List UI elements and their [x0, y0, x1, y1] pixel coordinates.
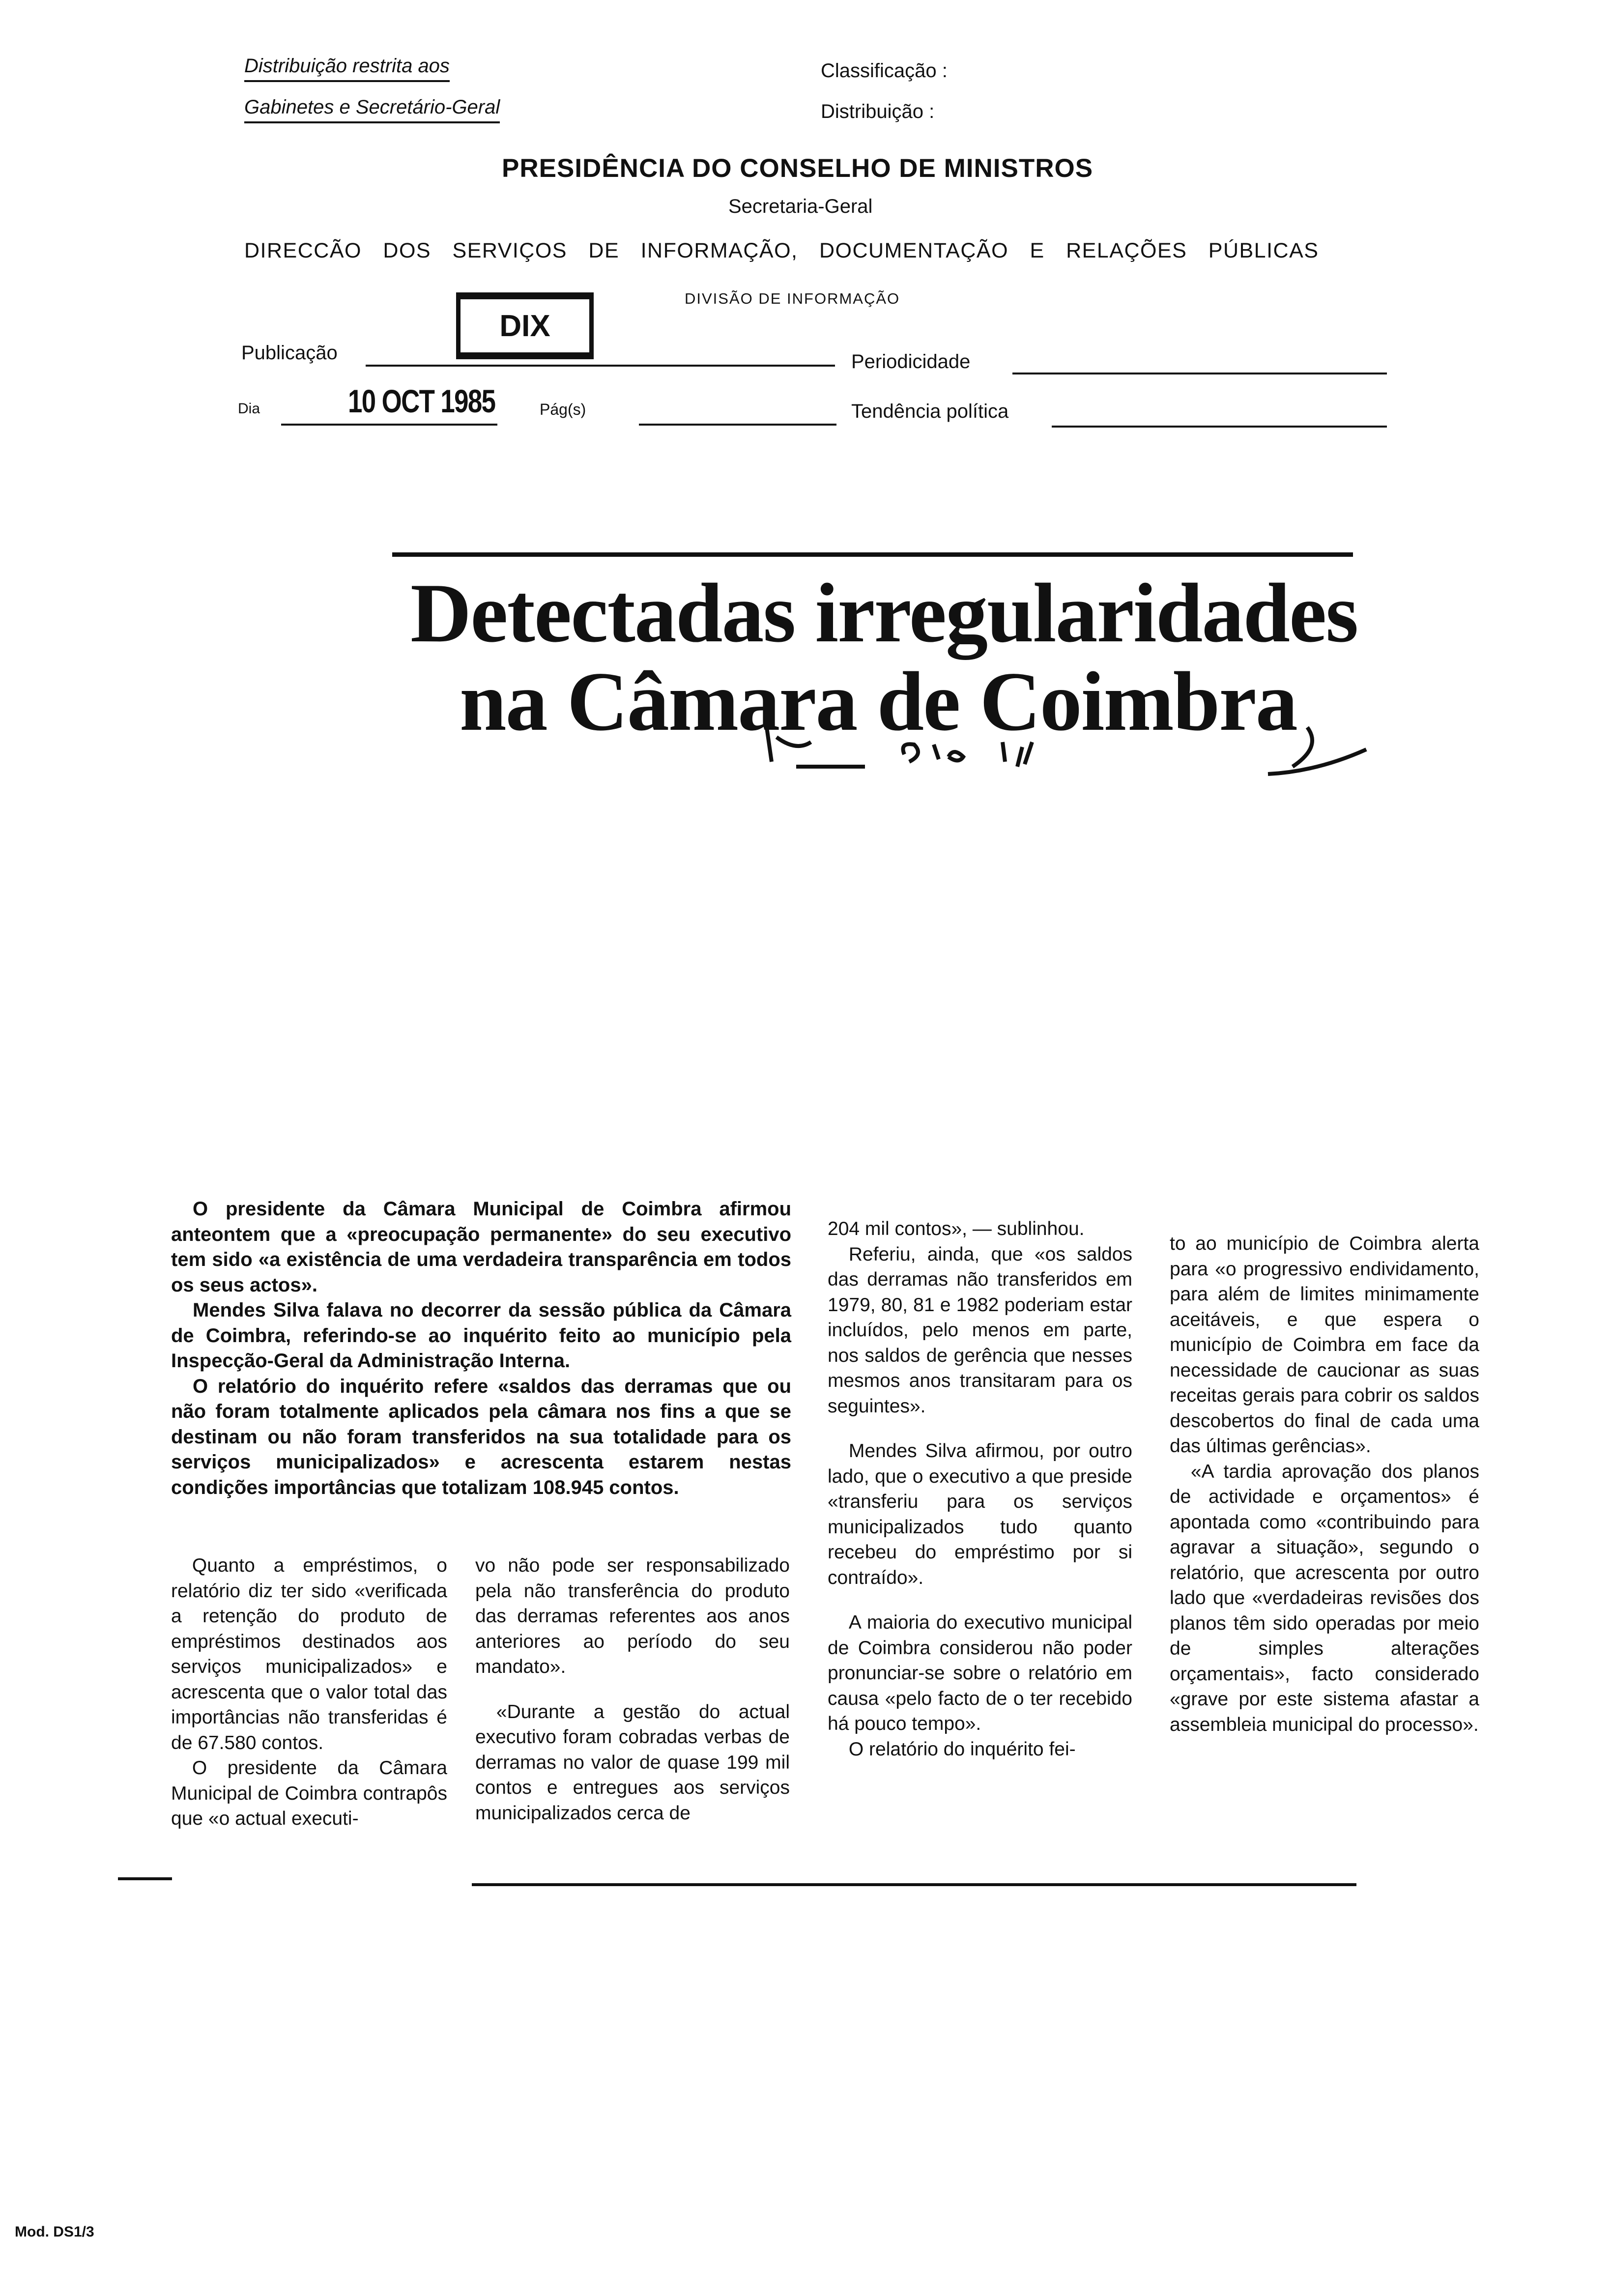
day-value: 10 OCT 1985	[348, 383, 495, 419]
tendency-field	[1052, 426, 1387, 428]
body-paragraph: 204 mil contos», — sublinhou.	[828, 1218, 1085, 1239]
article-column-2	[475, 1553, 790, 1826]
periodicity-label: Periodicidade	[851, 351, 971, 373]
article-corner-mark	[118, 1877, 172, 1880]
restriction-line-1: Distribuição restrita aos	[244, 55, 450, 82]
form-code: Mod. DS1/3	[15, 2224, 94, 2240]
lead-paragraph: Mendes Silva falava no decorrer da sessão pública da Câmara de Coimbra, referindo-se ao inquérito feito ao município pela Inspecção-Geral da Administração Interna.	[171, 1299, 791, 1372]
distribution-label: Distribuição :	[821, 101, 935, 122]
headline-rule	[392, 552, 1353, 557]
body-paragraph: O presidente da Câmara Municipal de Coimbra contrapôs que «o actual executi-	[171, 1757, 447, 1829]
body-paragraph: Mendes Silva afirmou, por outro lado, que o executivo a que preside «transferiu para os serviços municipalizados tudo quanto recebeu do empréstimo por si contraído».	[828, 1440, 1132, 1588]
body-paragraph: A maioria do executivo municipal de Coimbra considerou não poder pronunciar-se sobre o relatório em causa «pelo facto de o ter recebido há pouco tempo».	[828, 1612, 1132, 1734]
body-paragraph: Referiu, ainda, que «os saldos das derramas não transferidos em 1979, 80, 81 e 1982 poderiam estar incluídos, pelo menos em parte, nos saldos de gerência que nesses mesmos anos transitaram para os seguintes».	[828, 1243, 1132, 1417]
classification-label: Classificação :	[821, 60, 948, 82]
article-bottom-rule	[472, 1883, 1356, 1886]
article-column-4	[1170, 1231, 1479, 1737]
body-paragraph: «A tardia aprovação dos planos de actividade e orçamentos» é apontada como «contribuindo para agravar a situação», segundo o relatório, que acrescenta por outro lado que «verdadeiras revisões dos planos têm sido operadas por meio de simples alterações orçamentais», facto considerado «grave por este sistema afastar a assembleia municipal do processo».	[1170, 1461, 1479, 1735]
article-lead	[171, 1197, 791, 1500]
headline-line-1: Detectadas irregularidades	[410, 567, 1358, 660]
body-paragraph: O relatório do inquérito fei-	[848, 1738, 1076, 1760]
dix-stamp	[456, 292, 594, 359]
lead-paragraph: O relatório do inquérito refere «saldos das derramas que ou não foram totalmente aplicados pela câmara nos fins a que se destinam ou não foram transferidos na sua totalidade para os serviços municipalizados» e acrescenta estarem nestas condições importâncias que totalizam 108.945 contos.	[171, 1375, 791, 1498]
org-subtitle: Secretaria-Geral	[728, 196, 873, 217]
article-column-1	[171, 1553, 447, 1832]
org-title: PRESIDÊNCIA DO CONSELHO DE MINISTROS	[502, 154, 1094, 183]
day-field	[281, 424, 497, 426]
pages-field	[639, 424, 836, 426]
directorate: DIRECCÃO DOS SERVIÇOS DE INFORMAÇÃO, DOCUMENTAÇÃO E RELAÇÕES PÚBLICAS	[244, 239, 1319, 262]
body-paragraph: Quanto a empréstimos, o relatório diz ter sido «verificada a retenção do produto de empréstimos destinados aos serviços municipalizados» e acrescenta que o valor total das importâncias não transferidas é de 67.580 contos.	[171, 1555, 447, 1753]
handwritten-annotation	[757, 708, 1376, 786]
publication-label: Publicação	[241, 342, 338, 364]
body-paragraph: «Durante a gestão do actual executivo foram cobradas verbas de derramas no valor de quase 199 mil contos e entregues aos serviços municipalizados cerca de	[475, 1701, 790, 1824]
body-paragraph: vo não pode ser responsabilizado pela não transferência do produto das derramas referentes aos anos anteriores ao período do seu mandato».	[475, 1555, 790, 1677]
dix-stamp-text: DIX	[499, 309, 550, 343]
lead-paragraph: O presidente da Câmara Municipal de Coimbra afirmou anteontem que a «preocupação permanente» do seu executivo tem sido «a existência de uma verdadeira transparência em todos os seus actos».	[171, 1198, 791, 1296]
publication-field	[366, 365, 835, 367]
headline-line-2: na Câmara de Coimbra	[460, 655, 1297, 748]
day-label: Dia	[238, 401, 260, 417]
pages-label: Pág(s)	[540, 401, 586, 418]
periodicity-field	[1012, 373, 1387, 374]
restriction-line-2: Gabinetes e Secretário-Geral	[244, 96, 500, 123]
tendency-label: Tendência política	[851, 401, 1009, 422]
article-column-3	[828, 1216, 1132, 1762]
body-paragraph: to ao município de Coimbra alerta para «o progressivo endividamento, para além de limites minimamente aceitáveis, e que espera o município de Coimbra em face da necessidade de caucionar as suas receitas gerais para cobrir os saldos descobertos do final de cada uma das últimas gerências».	[1170, 1233, 1479, 1457]
division-label: DIVISÃO DE INFORMAÇÃO	[685, 290, 900, 307]
